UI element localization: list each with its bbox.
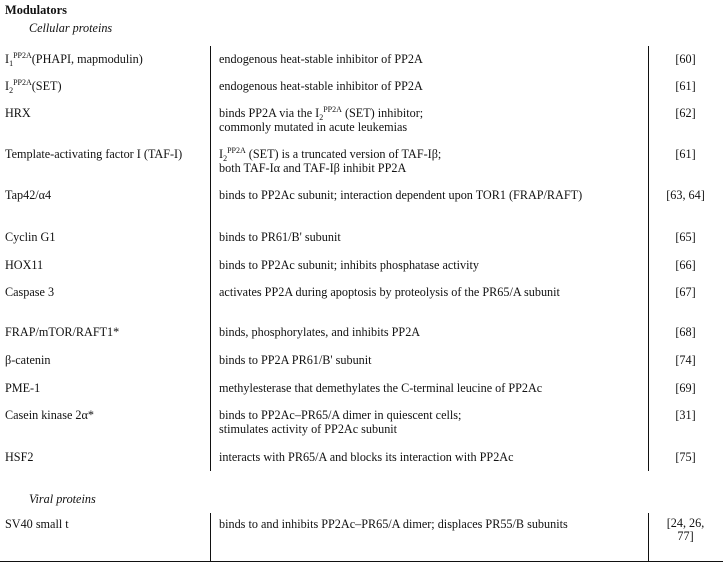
table-row-description: binds to PP2A PR61/B' subunit <box>219 353 372 367</box>
table-row-reference: [31] <box>675 408 696 422</box>
table-row-reference: [61] <box>675 147 696 161</box>
table-row-description: binds to and inhibits PP2Ac–PR65/A dimer; displaces PR55/B subunits <box>219 517 568 531</box>
table-row-description: interacts with PR65/A and blocks its interaction with PP2Ac <box>219 450 514 464</box>
table-row-description: endogenous heat-stable inhibitor of PP2A <box>219 52 423 66</box>
table-row-name: PME-1 <box>5 381 41 395</box>
table-row-name: β-catenin <box>5 353 51 367</box>
table-row-reference: [69] <box>675 381 696 395</box>
table-row-reference: [62] <box>675 106 696 120</box>
table-row-name: $I_1^{PP2A}(PHAPI$, mapmodulin) <box>5 51 143 68</box>
table-row-reference: [75] <box>675 450 696 464</box>
table-row-name: Casein kinase 2α* <box>5 408 94 422</box>
table-row-description: binds to PR61/B' subunit <box>219 230 341 244</box>
table-row-name: HSF2 <box>5 450 34 464</box>
table-row-reference: [74] <box>675 353 696 367</box>
table-row-name: Caspase 3 <box>5 285 55 299</box>
table-row-reference: [67] <box>675 285 696 299</box>
table-row-name: $I_2^{PP2A}(SET)$ <box>5 78 62 95</box>
section-viral-proteins: Viral proteins <box>29 492 96 506</box>
table-row-description: binds to PP2Ac subunit; interaction dependent upon TOR1 (FRAP/RAFT) <box>219 188 583 202</box>
table-row-description: endogenous heat-stable inhibitor of PP2A <box>219 79 423 93</box>
table-bottom-rule <box>0 561 723 562</box>
table-row-name: Tap42/α4 <box>5 188 52 202</box>
table-row-name: HOX11 <box>5 258 44 272</box>
table-row-name: Template-activating factor I (TAF-I) <box>5 147 183 161</box>
table-row-name: FRAP/mTOR/RAFT1* <box>5 325 120 339</box>
column-divider-left-viral <box>210 513 211 561</box>
table-row-reference: [24, 26, 77] <box>666 516 705 543</box>
table-header-modulators: Modulators <box>5 3 67 17</box>
column-divider-left-cellular <box>210 46 211 471</box>
table-row-name: Cyclin G1 <box>5 230 56 244</box>
table-row-reference: [63, 64] <box>666 188 705 202</box>
table-row-description: binds PP2A via the $I_2^{PP2A}$ (SET) inhibitor; commonly mutated in acute leukemias <box>219 105 424 134</box>
table-row-description: binds, phosphorylates, and inhibits PP2A <box>219 325 421 339</box>
table-row-reference: [60] <box>675 52 696 66</box>
table-row-reference: [68] <box>675 325 696 339</box>
table-row-name: HRX <box>5 106 31 120</box>
table-row-description: binds to PP2Ac–PR65/A dimer in quiescent cells; stimulates activity of PP2Ac subunit <box>219 408 462 436</box>
table-row-description: activates PP2A during apoptosis by proteolysis of the PR65/A subunit <box>219 285 560 299</box>
table-row-reference: [66] <box>675 258 696 272</box>
section-cellular-proteins: Cellular proteins <box>29 21 113 35</box>
table-row-description: binds to PP2Ac subunit; inhibits phosphatase activity <box>219 258 479 272</box>
table-row-description: $I_2^{PP2A}$ (SET) is a truncated version of TAF-Iβ; both TAF-Iα and TAF-Iβ inhibit PP2A <box>219 146 442 175</box>
table-row-description: methylesterase that demethylates the C-terminal leucine of PP2Ac <box>219 381 543 395</box>
table-row-reference: [61] <box>675 79 696 93</box>
table-row-name: SV40 small t <box>5 517 69 531</box>
table-row-reference: [65] <box>675 230 696 244</box>
